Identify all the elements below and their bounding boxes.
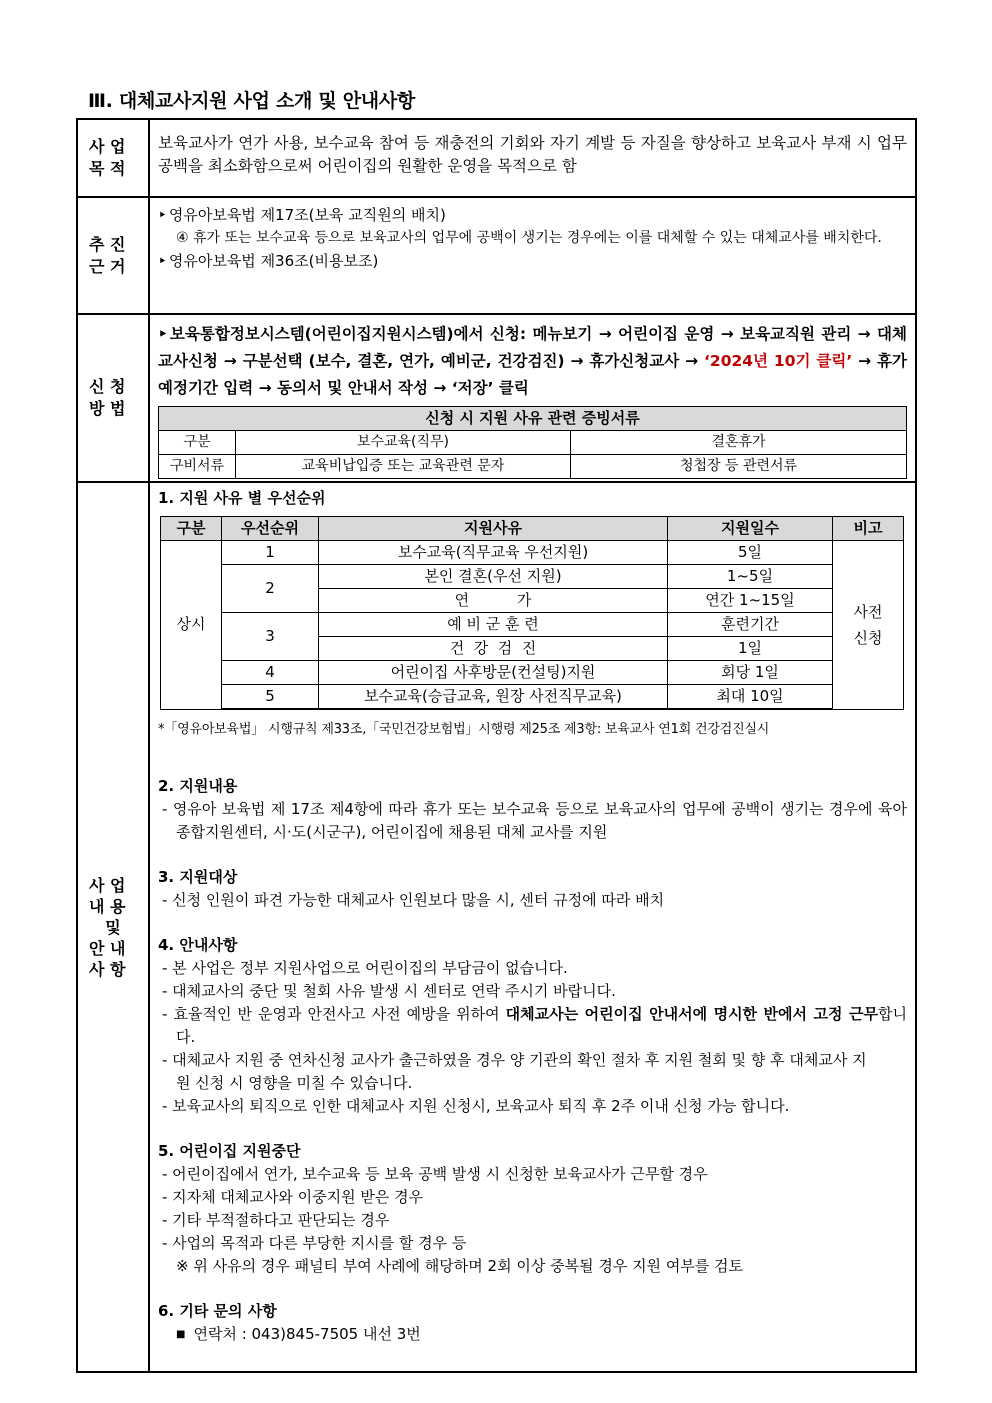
priority-rank: 2 (222, 565, 319, 613)
section-2-title: 2. 지원내용 (158, 777, 238, 795)
docs-cell: 교육비납입증 또는 교육관련 문자 (236, 455, 571, 479)
label-line: 신 청 (89, 377, 126, 396)
label-line: 추 진 (89, 234, 126, 254)
law-36: ‣ 영유아보육법 제36조(비용보조) (158, 250, 907, 273)
section-4-item: - 보육교사의 퇴직으로 인한 대체교사 지원 신청시, 보육교사 퇴직 후 2주 이내 신청 가능 합니다. (162, 1097, 790, 1115)
content-label (77, 482, 149, 1372)
section-5-item: - 지자체 대체교사와 이중지원 받은 경우 (162, 1188, 424, 1206)
label-line: 및 (105, 917, 121, 937)
apply-cohort-highlight: ‘2024년 10기 클릭’ (704, 352, 853, 370)
priority-days: 훈련기간 (668, 613, 833, 637)
content-row (77, 482, 916, 1372)
priority-head-cell: 구분 (161, 517, 222, 541)
priority-reason: 연 가 (319, 589, 668, 613)
docs-title: 신청 시 지원 사유 관련 증빙서류 (159, 407, 907, 431)
priority-reason: 예 비 군 훈 련 (319, 613, 668, 637)
purpose-label (77, 119, 149, 197)
basis-row (77, 197, 916, 314)
section-3-title: 3. 지원대상 (158, 868, 238, 886)
section-5-item: - 어린이집에서 연가, 보수교육 등 보육 공백 발생 시 신청한 보육교사가 근무할 경우 (162, 1165, 708, 1183)
section-5-note: ※ 위 사유의 경우 패널티 부여 사례에 해당하며 2회 이상 중복될 경우 지원 여부를 검토 (176, 1257, 744, 1275)
section-4-item: - 대체교사 지원 중 연차신청 교사가 출근하였을 경우 양 기관의 확인 절차 후 지원 철회 및 향 후 대체교사 지원 신청 시 영향을 미칠 수 있습니다. (162, 1051, 867, 1092)
label-line: 사 항 (89, 959, 126, 979)
footnote: *「영유아보육법」 시행규칙 제33조,「국민건강보험법」시행령 제25조 제3항: 보육교사 연1회 건강검진실시 (158, 722, 770, 737)
priority-head-cell: 비고 (833, 517, 904, 541)
apply-steps (158, 321, 907, 402)
priority-days: 1~5일 (668, 565, 833, 589)
label-line: 사 업 (89, 875, 126, 895)
label-line: 안 내 (89, 938, 126, 958)
priority-days: 최대 10일 (668, 685, 833, 710)
priority-days: 5일 (668, 541, 833, 565)
label-line: 내 용 (89, 896, 126, 916)
section-5-item: - 사업의 목적과 다른 부당한 지시를 할 경우 등 (162, 1234, 467, 1252)
priority-head-cell: 지원일수 (668, 517, 833, 541)
label-line: 목 적 (89, 159, 126, 178)
label-line: 방 법 (89, 399, 126, 418)
purpose-content (149, 119, 916, 197)
apply-steps-text-end: → 휴가예정기간 입력 → 동의서 및 안내서 작성 → ‘저장’ 클릭 (158, 352, 907, 397)
docs-table (158, 406, 907, 479)
section-3-item: - 신청 인원이 파견 가능한 대체교사 인원보다 많을 시, 센터 규정에 따라 배치 (162, 891, 665, 909)
page-title: Ⅲ. 대체교사지원 사업 소개 및 안내사항 (88, 90, 415, 112)
priority-reason: 보수교육(승급교육, 원장 사전직무교육) (319, 685, 668, 710)
apply-row (77, 314, 916, 482)
section-1-title: 1. 지원 사유 별 우선순위 (158, 489, 326, 507)
docs-head-cell: 보수교육(직무) (236, 431, 571, 455)
apply-content (149, 314, 916, 482)
apply-label (77, 314, 149, 482)
docs-head-cell: 결혼휴가 (571, 431, 907, 455)
priority-group: 상시 (161, 541, 222, 710)
priority-rank: 3 (222, 613, 319, 661)
priority-reason: 어린이집 사후방문(컨설팅)지원 (319, 661, 668, 685)
contact-info: ■ 연락처 : 043)845-7505 내선 3번 (158, 1323, 907, 1346)
section-6-title: 6. 기타 문의 사항 (158, 1302, 277, 1320)
purpose-text: 보육교사가 연가 사용, 보수교육 참여 등 재충전의 기회와 자기 계발 등 자질을 향상하고 보육교사 부재 시 업무 공백을 최소화함으로써 어린이집의 원활한 운영을 목적으로 함 (158, 134, 907, 175)
priority-head-cell: 우선순위 (222, 517, 319, 541)
priority-rank: 5 (222, 685, 319, 710)
section-4-item: - 대체교사의 중단 및 철회 사유 발생 시 센터로 연락 주시기 바랍니다. (162, 982, 616, 1000)
fixed-class-emphasis: 대체교사는 어린이집 안내서에 명시한 반에서 고정 근무 (505, 1005, 879, 1023)
section-2-item: - 영유아 보육법 제 17조 제4항에 따라 휴가 또는 보수교육 등으로 보육교사의 업무에 공백이 생기는 경우에 육아종합지원센터, 시·도(시군구), 어린이집에 채용된 대체 교사를 지원 (162, 800, 907, 841)
priority-days: 연간 1~15일 (668, 589, 833, 613)
content-body (149, 482, 916, 1372)
label-line: 사 업 (89, 137, 126, 156)
priority-reason: 본인 결혼(우선 지원) (319, 565, 668, 589)
docs-head-cell: 구분 (159, 431, 236, 455)
basis-content (149, 197, 916, 314)
info-table (76, 118, 917, 1373)
section-5-item: - 기타 부적절하다고 판단되는 경우 (162, 1211, 390, 1229)
law-17: ‣ 영유아보육법 제17조(보육 교직원의 배치) (158, 204, 907, 227)
section-4-item: - 본 사업은 정부 지원사업으로 어린이집의 부담금이 없습니다. (162, 959, 568, 977)
law-17-clause: ④ 휴가 또는 보수교육 등으로 보육교사의 업무에 공백이 생기는 경우에는 이를 대체할 수 있는 대체교사를 배치한다. (176, 230, 882, 246)
docs-cell: 구비서류 (159, 455, 236, 479)
priority-days: 1일 (668, 637, 833, 661)
label-line: 근 거 (89, 256, 126, 276)
priority-rank: 1 (222, 541, 319, 565)
basis-label (77, 197, 149, 314)
docs-cell: 청첩장 등 관련서류 (571, 455, 907, 479)
priority-table (160, 516, 904, 710)
priority-reason: 보수교육(직무교육 우선지원) (319, 541, 668, 565)
section-4-item (158, 1003, 907, 1049)
section-4-item-text-end: 합니다. (176, 1005, 907, 1046)
priority-head-cell: 지원사유 (319, 517, 668, 541)
section-4-title: 4. 안내사항 (158, 936, 238, 954)
priority-days: 회당 1일 (668, 661, 833, 685)
priority-note-text: 사전 신청 (853, 602, 883, 647)
section-5-title: 5. 어린이집 지원중단 (158, 1142, 301, 1160)
apply-steps-text: ‣ 보육통합정보시스템(어린이집지원시스템)에서 신청: 메뉴보기 → 어린이집 운영 → 보육교직원 관리 → 대체교사신청 → 구분선택 (보수, 결혼, 연가, 예비군, 건강검진) → 휴가신청교사 → (158, 325, 907, 370)
priority-rank: 4 (222, 661, 319, 685)
priority-note (833, 541, 904, 710)
priority-reason: 건 강 검 진 (319, 637, 668, 661)
section-4-item-text: - 효율적인 반 운영과 안전사고 사전 예방을 위하여 (162, 1005, 506, 1023)
purpose-row (77, 119, 916, 197)
